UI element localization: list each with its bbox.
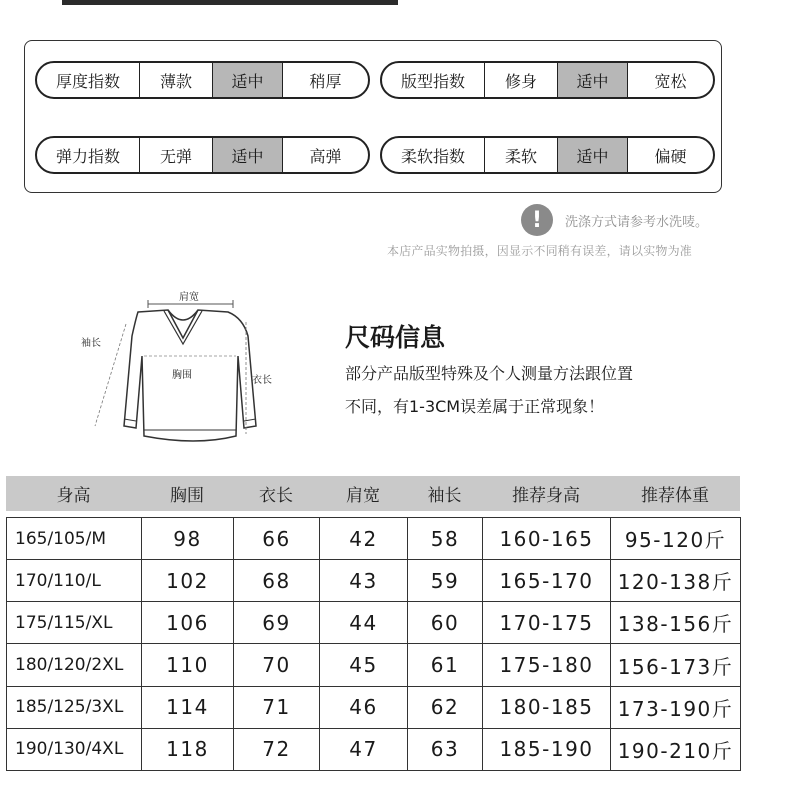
cell-rec-height: 170-175 bbox=[483, 602, 611, 644]
cell-size: 185/125/3XL bbox=[7, 686, 142, 728]
fit-index-label: 版型指数 bbox=[400, 71, 465, 91]
cell-rec-weight: 190-210斤 bbox=[611, 728, 741, 770]
header-sleeve: 袖长 bbox=[427, 486, 462, 506]
cell-shoulder: 43 bbox=[320, 560, 408, 602]
cell-chest: 110 bbox=[142, 644, 234, 686]
cell-sleeve: 61 bbox=[408, 644, 483, 686]
softness-index-label: 柔软指数 bbox=[400, 146, 465, 166]
table-row bbox=[7, 560, 741, 602]
cell-length: 69 bbox=[234, 602, 320, 644]
table-row bbox=[7, 602, 741, 644]
cell-rec-weight: 156-173斤 bbox=[611, 644, 741, 686]
exclamation-icon: ! bbox=[521, 204, 553, 236]
cell-shoulder: 44 bbox=[320, 602, 408, 644]
cell-size: 170/110/L bbox=[7, 560, 142, 602]
cell-sleeve: 59 bbox=[408, 560, 483, 602]
wash-instruction-note: 洗涤方式请参考水洗唛。 bbox=[565, 215, 709, 230]
softness-option-medium: 适中 bbox=[557, 138, 627, 172]
cell-sleeve: 58 bbox=[408, 518, 483, 560]
elasticity-option-high: 高弹 bbox=[282, 138, 368, 172]
size-info-desc-line2: 不同，有1-3CM误差属于正常现象！ bbox=[345, 397, 605, 416]
table-row bbox=[7, 686, 741, 728]
cell-rec-weight: 138-156斤 bbox=[611, 602, 741, 644]
thickness-option-medium: 适中 bbox=[212, 63, 282, 97]
fit-option-loose: 宽松 bbox=[627, 63, 713, 97]
sleeve-length-label: 袖长 bbox=[81, 338, 101, 349]
elasticity-index-label: 弹力指数 bbox=[55, 146, 120, 166]
cell-length: 70 bbox=[234, 644, 320, 686]
softness-option-hard: 偏硬 bbox=[627, 138, 713, 172]
cell-chest: 98 bbox=[142, 518, 234, 560]
cell-shoulder: 46 bbox=[320, 686, 408, 728]
cell-shoulder: 47 bbox=[320, 728, 408, 770]
cell-rec-height: 165-170 bbox=[483, 560, 611, 602]
cell-length: 71 bbox=[234, 686, 320, 728]
cell-sleeve: 60 bbox=[408, 602, 483, 644]
cell-size: 190/130/4XL bbox=[7, 728, 142, 770]
elasticity-option-medium: 适中 bbox=[212, 138, 282, 172]
cell-sleeve: 62 bbox=[408, 686, 483, 728]
header-rec-height: 推荐身高 bbox=[512, 486, 580, 506]
size-info-title: 尺码信息 bbox=[345, 323, 446, 352]
size-table bbox=[6, 517, 741, 771]
size-info-desc-line1: 部分产品版型特殊及个人测量方法跟位置 bbox=[345, 364, 634, 383]
cell-length: 68 bbox=[234, 560, 320, 602]
header-shoulder: 肩宽 bbox=[346, 486, 380, 506]
size-info-description bbox=[345, 357, 633, 423]
cell-shoulder: 42 bbox=[320, 518, 408, 560]
size-table-header bbox=[6, 476, 740, 511]
cell-chest: 118 bbox=[142, 728, 234, 770]
fit-option-slim: 修身 bbox=[484, 63, 557, 97]
thickness-index-label: 厚度指数 bbox=[55, 71, 120, 91]
header-rec-weight: 推荐体重 bbox=[641, 486, 709, 506]
softness-index-row bbox=[380, 136, 715, 174]
thickness-index-row bbox=[35, 61, 370, 99]
cell-shoulder: 45 bbox=[320, 644, 408, 686]
cell-rec-height: 160-165 bbox=[483, 518, 611, 560]
cell-rec-weight: 173-190斤 bbox=[611, 686, 741, 728]
cell-size: 180/120/2XL bbox=[7, 644, 142, 686]
cell-sleeve: 63 bbox=[408, 728, 483, 770]
sweater-measurement-diagram bbox=[78, 286, 288, 454]
thickness-option-thin: 薄款 bbox=[139, 63, 212, 97]
top-product-image-edge bbox=[62, 0, 398, 5]
elasticity-index-row bbox=[35, 136, 370, 174]
shoulder-width-label: 肩宽 bbox=[179, 292, 199, 303]
table-row bbox=[7, 518, 741, 560]
cell-length: 72 bbox=[234, 728, 320, 770]
cell-length: 66 bbox=[234, 518, 320, 560]
cell-rec-height: 185-190 bbox=[483, 728, 611, 770]
cell-rec-height: 175-180 bbox=[483, 644, 611, 686]
photo-disclaimer-note: 本店产品实物拍摄，因显示不同稍有误差，请以实物为准 bbox=[387, 244, 693, 258]
softness-option-soft: 柔软 bbox=[484, 138, 557, 172]
body-length-label: 衣长 bbox=[252, 375, 272, 386]
chest-label: 胸围 bbox=[172, 370, 192, 381]
table-row bbox=[7, 644, 741, 686]
header-chest: 胸围 bbox=[170, 486, 204, 506]
cell-rec-height: 180-185 bbox=[483, 686, 611, 728]
cell-size: 165/105/M bbox=[7, 518, 142, 560]
thickness-option-thick: 稍厚 bbox=[282, 63, 368, 97]
cell-size: 175/115/XL bbox=[7, 602, 142, 644]
cell-rec-weight: 120-138斤 bbox=[611, 560, 741, 602]
fit-index-row bbox=[380, 61, 715, 99]
fit-option-medium: 适中 bbox=[557, 63, 627, 97]
elasticity-option-none: 无弹 bbox=[139, 138, 212, 172]
header-height: 身高 bbox=[56, 486, 91, 506]
cell-chest: 102 bbox=[142, 560, 234, 602]
cell-chest: 114 bbox=[142, 686, 234, 728]
cell-rec-weight: 95-120斤 bbox=[611, 518, 741, 560]
table-row bbox=[7, 728, 741, 770]
fabric-attributes-panel bbox=[24, 40, 722, 193]
cell-chest: 106 bbox=[142, 602, 234, 644]
header-length: 衣长 bbox=[259, 486, 293, 506]
